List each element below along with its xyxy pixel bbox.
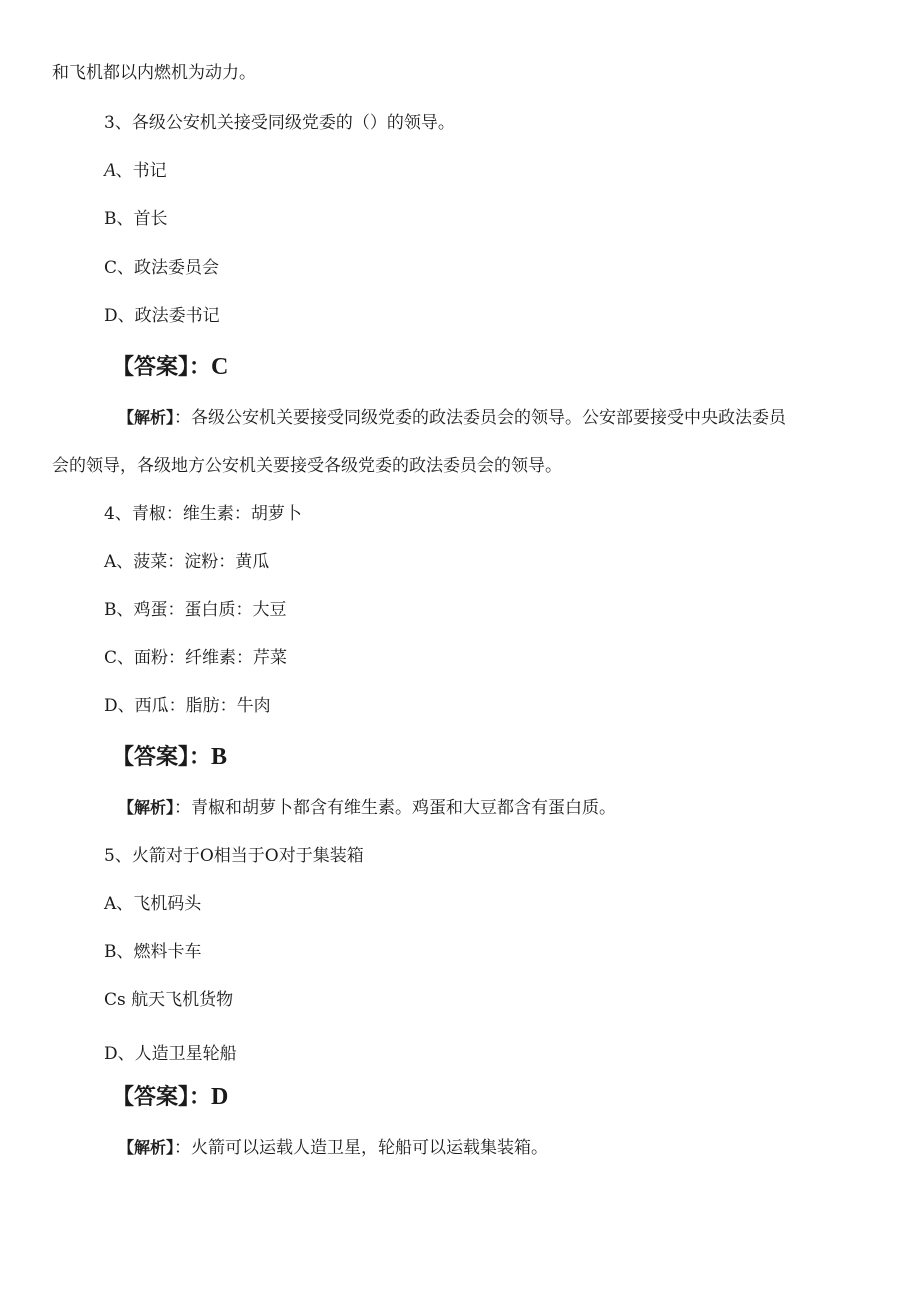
option-letter: B [104,600,117,620]
option-text: 、政法委员会 [117,258,220,278]
question-4-option-b [104,599,287,621]
option-letter: D [104,1044,118,1064]
explanation-label: 【解析】 [118,408,175,427]
explanation-separator: ： [174,798,192,818]
answer-label: 【答案】 [112,745,190,770]
question-3-option-d [104,305,220,327]
option-text: 、菠菜：淀粉：黄瓜 [116,552,270,572]
question-5-option-c [104,989,233,1011]
option-text: 、西瓜：脂肪：牛肉 [117,696,271,716]
answer-value: B [211,744,228,770]
option-letter: C [104,258,118,278]
question-3-stem: 3、各级公安机关接受同级党委的（）的领导。 [104,113,455,133]
question-4-option-a [104,551,269,573]
option-text: 、人造卫星轮船 [117,1044,237,1064]
answer-separator: ： [189,745,212,770]
option-text: 、飞机码头 [116,894,202,914]
option-text: 、鸡蛋：蛋白质：大豆 [116,600,287,620]
explanation-text: 火箭可以运载人造卫星，轮船可以运载集装箱。 [191,1138,549,1158]
question-4-option-c [104,647,287,669]
explanation-label: 【解析】 [118,1138,175,1157]
option-letter: A [104,894,117,914]
option-letter: D [104,306,118,326]
option-letter: B [104,209,117,229]
question-3-answer [112,353,228,382]
answer-label: 【答案】 [112,355,190,380]
option-letter: A [104,160,116,181]
option-text: 、面粉：纤维素：芹菜 [117,648,288,668]
question-4-explanation [118,797,616,819]
option-letter: D [104,696,118,716]
explanation-label: 【解析】 [118,798,175,817]
answer-value: D [211,1084,229,1110]
explanation-text: 各级公安机关要接受同级党委的政法委员会的领导。公安部要接受中央政法委员 [191,408,787,428]
option-letter: B [104,942,117,962]
question-5-option-a [104,893,201,915]
option-text: 航天飞机货物 [125,990,234,1010]
question-5-explanation [118,1137,548,1159]
option-text: 、燃料卡车 [116,942,202,962]
question-3-option-b [104,208,168,230]
answer-label: 【答案】 [112,1085,190,1110]
option-text: 、政法委书记 [117,306,220,326]
question-5-option-d [104,1043,237,1065]
question-5-stem: 5、火箭对于O相当于O对于集装箱 [104,846,364,866]
continuation-text: 和飞机都以内燃机为动力。 [52,63,256,83]
question-3-option-a [104,160,167,182]
explanation-separator: ： [174,408,192,428]
question-5-option-b [104,941,202,963]
question-5-answer [112,1083,228,1112]
question-3-explanation-line1 [118,407,786,429]
question-4-stem: 4、青椒：维生素：胡萝卜 [104,504,302,524]
explanation-text: 青椒和胡萝卜都含有维生素。鸡蛋和大豆都含有蛋白质。 [191,798,617,818]
question-4-option-d [104,695,271,717]
question-3-explanation-line2: 会的领导，各级地方公安机关要接受各级党委的政法委员会的领导。 [52,456,562,476]
option-letter: A [104,552,117,572]
answer-separator: ： [189,355,212,380]
answer-separator: ： [189,1085,212,1110]
question-3-option-c [104,257,219,279]
option-text: 、首长 [116,209,168,229]
explanation-separator: ： [174,1138,192,1158]
question-4-answer [112,743,227,772]
answer-value: C [211,354,229,380]
option-text: 、书记 [115,161,167,181]
option-letter: C [104,648,118,668]
option-letter: Cs [104,990,126,1010]
